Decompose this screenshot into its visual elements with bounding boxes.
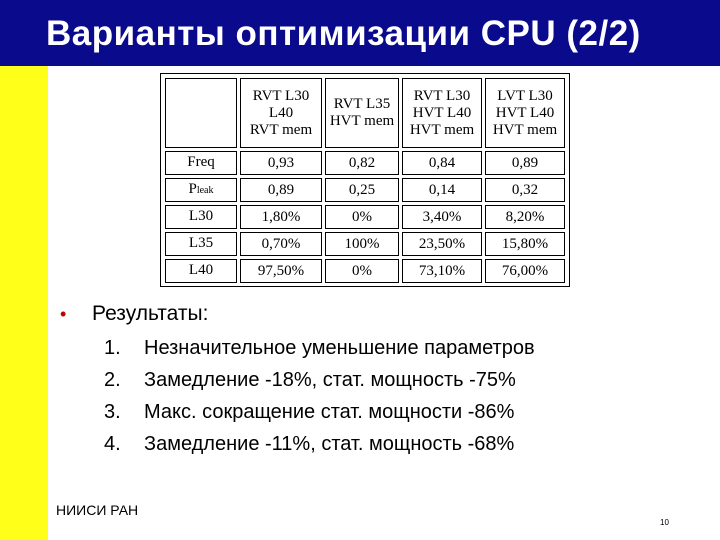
row-label [165, 232, 237, 256]
table-cell: 100% [325, 232, 399, 256]
table-header-cell [165, 78, 237, 148]
row-label-text: L30 [188, 208, 214, 224]
list-item [104, 396, 535, 428]
list-item-text: Замедление -18%, стат. мощность -75% [144, 369, 516, 391]
table-cell: 0,32 [485, 178, 565, 202]
row-label [165, 178, 237, 202]
table-cell: 73,10% [402, 259, 482, 283]
table-row [165, 178, 565, 202]
row-label-text: Freq [187, 154, 215, 170]
table-cell: 0,82 [325, 151, 399, 175]
results-heading: Результаты: [92, 302, 209, 325]
table-header-cell: RVT L35 HVT mem [325, 78, 399, 148]
list-item-text: Замедление -11%, стат. мощность -68% [144, 433, 515, 455]
list-item-number: 2. [104, 369, 121, 391]
list-item [104, 428, 535, 460]
list-item [104, 364, 535, 396]
table-row [165, 259, 565, 283]
table-cell: 97,50% [240, 259, 322, 283]
table-cell: 0% [325, 259, 399, 283]
list-item-number: 3. [104, 401, 121, 423]
list-item [104, 332, 535, 364]
optimization-table [162, 75, 568, 286]
table-cell: 0,89 [485, 151, 565, 175]
table-cell: 0,14 [402, 178, 482, 202]
row-label-text: L40 [188, 262, 214, 278]
footer-organization: НИИСИ РАН [56, 502, 139, 518]
table-cell: 0% [325, 205, 399, 229]
table-cell: 0,93 [240, 151, 322, 175]
row-label [165, 205, 237, 229]
list-item-text: Макс. сокращение стат. мощности -86% [144, 401, 515, 423]
row-label [165, 259, 237, 283]
table-cell: 0,25 [325, 178, 399, 202]
table-cell: 3,40% [402, 205, 482, 229]
row-label-subscript: leak [196, 185, 214, 196]
title-bar [0, 0, 720, 66]
side-accent-bar [0, 66, 48, 540]
table-cell: 0,84 [402, 151, 482, 175]
list-item-text: Незначительное уменьшение параметров [144, 337, 535, 359]
table-header-row [165, 78, 565, 148]
table-row [165, 205, 565, 229]
row-label [165, 151, 237, 175]
list-item-number: 4. [104, 433, 121, 455]
bullet-icon: • [60, 304, 67, 324]
row-label-text: P [188, 181, 197, 197]
table-row [165, 232, 565, 256]
list-item-number: 1. [104, 337, 121, 359]
table-cell: 76,00% [485, 259, 565, 283]
table-header-cell: RVT L30 L40 RVT mem [240, 78, 322, 148]
table-header-cell: RVT L30 HVT L40 HVT mem [402, 78, 482, 148]
row-label-text: L35 [188, 235, 214, 251]
table-cell: 0,70% [240, 232, 322, 256]
table-cell: 8,20% [485, 205, 565, 229]
table-cell: 1,80% [240, 205, 322, 229]
results-list [104, 332, 535, 460]
page-number: 10 [660, 518, 669, 527]
table-row [165, 151, 565, 175]
table-cell: 23,50% [402, 232, 482, 256]
slide-title: Варианты оптимизации CPU (2/2) [46, 14, 641, 53]
table-cell: 15,80% [485, 232, 565, 256]
table-cell: 0,89 [240, 178, 322, 202]
table-header-cell: LVT L30 HVT L40 HVT mem [485, 78, 565, 148]
